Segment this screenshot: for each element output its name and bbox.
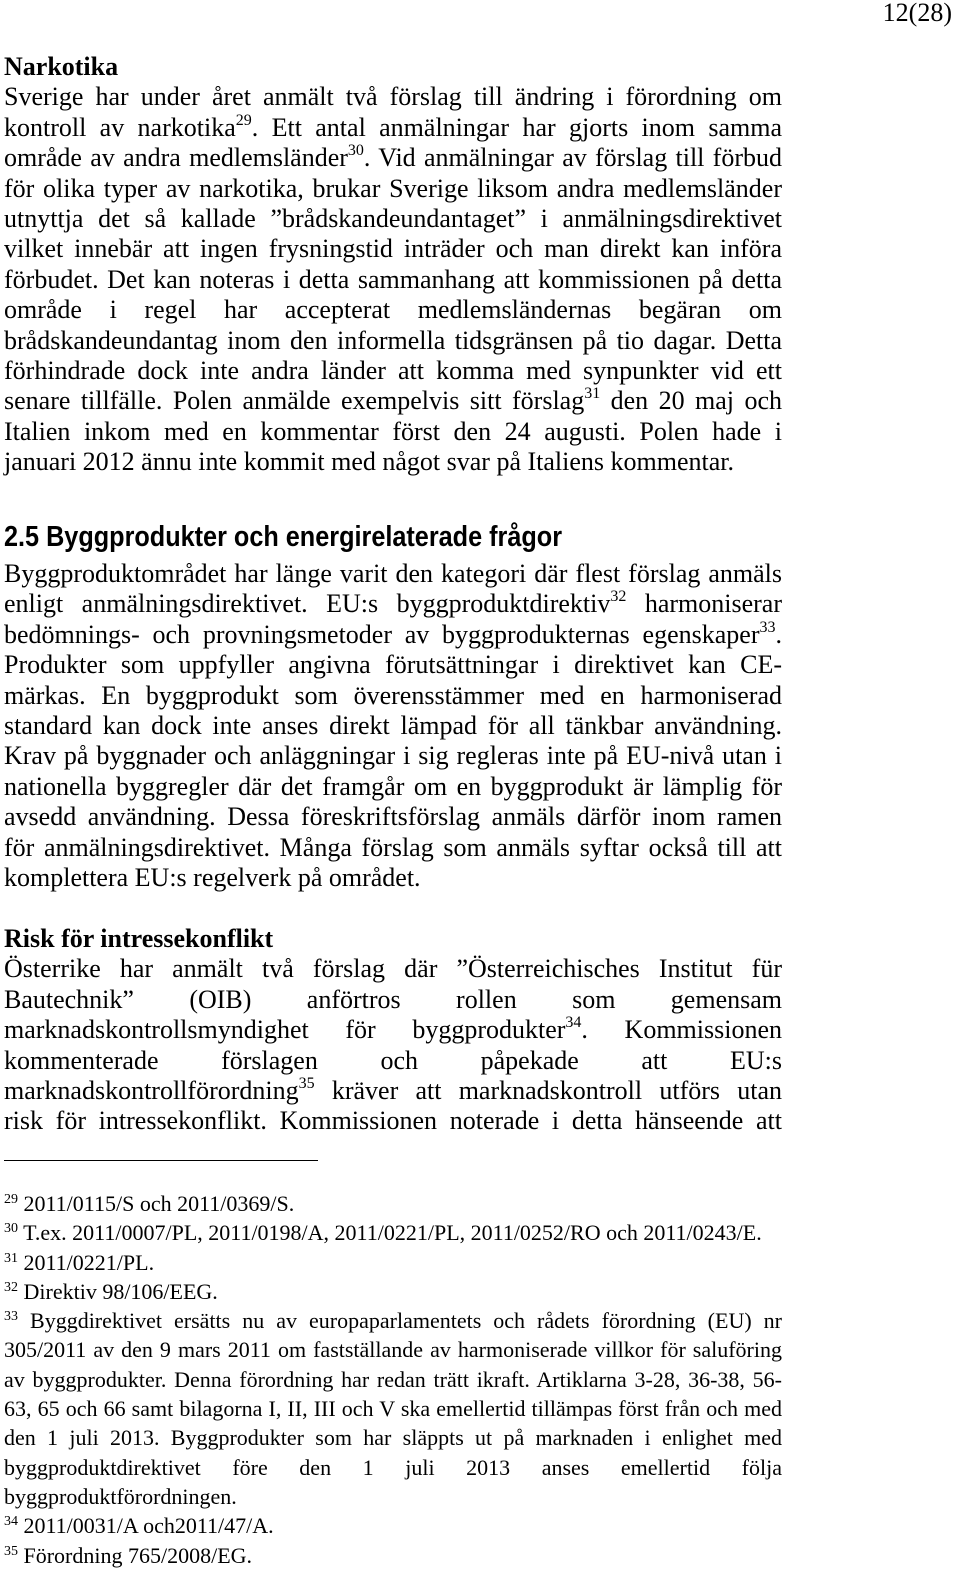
footnote-line bbox=[4, 1306, 782, 1335]
section-heading: 2.5 Byggprodukter och energirelaterade frågor bbox=[4, 521, 563, 553]
footnote-text: 2011/0115/S och 2011/0369/S. bbox=[23, 1191, 295, 1216]
footnote bbox=[4, 1189, 782, 1218]
footnote-number: 31 bbox=[4, 1250, 18, 1266]
footnote-text: 2011/0221/PL. bbox=[23, 1249, 155, 1275]
footnote-text: Byggdirektivet ersätts nu av europaparlamentets och rådets förordning (EU) nr bbox=[30, 1308, 783, 1334]
text-run: nationella byggregler där det framgår om en byggprodukt är lämplig för bbox=[4, 771, 782, 801]
footnote-text: Direktiv 98/106/EEG. bbox=[23, 1278, 218, 1304]
text-line bbox=[4, 954, 782, 984]
text-line bbox=[4, 326, 782, 356]
text-run: januari 2012 ännu inte kommit med något svar på Italiens kommentar. bbox=[4, 447, 734, 477]
text-line bbox=[4, 1106, 782, 1136]
section-risk-for-intressekonflikt bbox=[4, 924, 782, 1137]
footnote-line bbox=[4, 1482, 782, 1511]
footnote-line bbox=[4, 1335, 782, 1364]
text-line bbox=[4, 386, 782, 416]
text-run: Krav på byggnader och anläggningar i sig regleras inte på EU-nivå utan i bbox=[4, 741, 782, 771]
footnote-text: byggproduktförordningen. bbox=[4, 1483, 237, 1509]
footnote-reference: 32 bbox=[610, 588, 627, 606]
text-run: Sverige har under året anmält två förslag till ändring i förordning om bbox=[4, 82, 782, 112]
text-line bbox=[4, 295, 782, 325]
text-line bbox=[4, 174, 782, 204]
section-heading: Narkotika bbox=[4, 52, 119, 81]
text-line bbox=[4, 833, 782, 863]
text-run: . Ett antal anmälningar har gjorts inom samma bbox=[251, 112, 782, 142]
footnote-reference: 33 bbox=[759, 618, 776, 636]
text-run: marknadskontrollförordning bbox=[4, 1075, 299, 1105]
section-heading: Risk för intressekonflikt bbox=[4, 924, 274, 953]
text-run: komplettera EU:s regelverk på området. bbox=[4, 862, 421, 892]
text-run: marknadskontrollsmyndighet för byggprodukter bbox=[4, 1015, 566, 1045]
footnote-text: Förordning 765/2008/EG. bbox=[23, 1542, 253, 1568]
footnote bbox=[4, 1511, 782, 1540]
paragraph bbox=[4, 559, 782, 893]
text-line bbox=[4, 82, 782, 112]
text-line bbox=[4, 772, 782, 802]
text-run: . Kommissionen bbox=[581, 1015, 782, 1045]
footnote-reference: 35 bbox=[298, 1074, 315, 1092]
text-line bbox=[4, 356, 782, 386]
footnote bbox=[4, 1218, 782, 1247]
text-run: avsedd användning. Dessa föreskriftsförslag anmäls därför inom ramen bbox=[4, 802, 782, 832]
text-line bbox=[4, 741, 782, 771]
text-run: risk för intressekonflikt. Kommissionen noterade i detta hänseende att bbox=[4, 1106, 782, 1136]
footnote-line bbox=[4, 1218, 782, 1247]
text-line bbox=[4, 681, 782, 711]
section-narkotika bbox=[4, 52, 782, 477]
footnote-number: 33 bbox=[4, 1309, 18, 1325]
footnote bbox=[4, 1277, 782, 1306]
footnote-line bbox=[4, 1394, 782, 1423]
footnote-text: 2011/0031/A och2011/47/A. bbox=[23, 1513, 274, 1539]
footnote-reference: 31 bbox=[584, 385, 601, 403]
text-line bbox=[4, 1076, 782, 1106]
text-run: Italien inkom med en kommentar först den 24 augusti. Polen hade i bbox=[4, 416, 782, 446]
text-run: område av andra medlemsländer bbox=[4, 143, 348, 173]
text-line bbox=[4, 985, 782, 1015]
text-run: för anmälningsdirektivet. Många förslag som anmäls syftar också till att bbox=[4, 832, 782, 862]
footnote-line bbox=[4, 1277, 782, 1306]
footnote-text: 63, 65 och 66 samt bilagorna I, II, III och V ska emellertid tillämpas först från och med bbox=[4, 1396, 782, 1422]
footnotes bbox=[4, 1189, 782, 1570]
footnote bbox=[4, 1541, 782, 1570]
footnote-line bbox=[4, 1423, 782, 1452]
text-run: bedömnings- och provningsmetoder av byggprodukternas egenskaper bbox=[4, 619, 760, 649]
footnote-line bbox=[4, 1189, 782, 1218]
text-line bbox=[4, 143, 782, 173]
footnote-line bbox=[4, 1453, 782, 1482]
text-run: Österrike har anmält två förslag där ”Österreichisches Institut für bbox=[4, 954, 782, 984]
text-line bbox=[4, 711, 782, 741]
text-run: vilket innebär att ingen frysningstid inträder och man direkt kan införa bbox=[4, 234, 782, 264]
text-line bbox=[4, 234, 782, 264]
footnote-number: 29 bbox=[4, 1192, 18, 1207]
footnote-reference: 29 bbox=[235, 111, 252, 129]
text-run: märkas. En byggprodukt som överensstämmer med en harmoniserad bbox=[4, 680, 782, 710]
text-run: brådskandeundantag inom den informella tidsgränsen på tio dagar. Detta bbox=[4, 325, 782, 355]
section-byggprodukter bbox=[4, 519, 782, 893]
footnote-text: den 1 juli 2013. Byggprodukter som har släppts ut på marknaden i enlighet med bbox=[4, 1425, 782, 1451]
footnote-separator bbox=[4, 1160, 318, 1161]
footnote-number: 34 bbox=[4, 1514, 18, 1530]
text-line bbox=[4, 863, 782, 893]
text-line bbox=[4, 1015, 782, 1045]
text-line bbox=[4, 620, 782, 650]
footnote-reference: 30 bbox=[347, 142, 364, 160]
text-run: standard kan dock inte anses direkt lämpad för all tänkbar användning. bbox=[4, 710, 782, 740]
text-line bbox=[4, 447, 782, 477]
text-run: enligt anmälningsdirektivet. EU:s byggproduktdirektiv bbox=[4, 589, 611, 619]
footnote-text: 305/2011 av den 9 mars 2011 om fastställande av harmoniserade villkor för saluföring bbox=[4, 1337, 782, 1363]
footnote-number: 30 bbox=[4, 1221, 18, 1237]
text-line bbox=[4, 589, 782, 619]
text-run: Produkter som uppfyller angivna förutsättningar i direktivet kan CE- bbox=[4, 650, 782, 680]
paragraph bbox=[4, 82, 782, 477]
paragraph bbox=[4, 954, 782, 1136]
text-run: område i regel har accepterat medlemsländernas begäran om bbox=[4, 295, 782, 325]
footnote-text: T.ex. 2011/0007/PL, 2011/0198/A, 2011/0221/PL, 2011/0252/RO och 2011/0243/E. bbox=[23, 1220, 762, 1246]
text-run: . bbox=[775, 619, 782, 649]
footnote-line bbox=[4, 1541, 782, 1570]
text-run: förbudet. Det kan noteras i detta sammanhang att kommissionen på detta bbox=[4, 264, 782, 294]
text-line bbox=[4, 417, 782, 447]
text-line bbox=[4, 113, 782, 143]
footnote-number: 32 bbox=[4, 1279, 18, 1295]
text-run: den 20 maj och bbox=[600, 386, 782, 416]
text-line bbox=[4, 559, 782, 589]
footnote-text: byggproduktdirektivet före den 1 juli 2013 anses emellertid följa bbox=[4, 1454, 782, 1480]
text-run: Bautechnik” (OIB) anförtros rollen som gemensam bbox=[4, 984, 782, 1014]
text-line bbox=[4, 802, 782, 832]
text-run: för olika typer av narkotika, brukar Sverige liksom andra medlemsländer bbox=[4, 173, 782, 203]
footnote bbox=[4, 1248, 782, 1277]
footnote-line bbox=[4, 1248, 782, 1277]
text-run: utnyttja det så kallade ”brådskandeundantaget” i anmälningsdirektivet bbox=[4, 203, 782, 233]
footnote-text: av byggprodukter. Denna förordning har redan trätt ikraft. Artiklarna 3-28, 36-38, 56- bbox=[4, 1366, 782, 1392]
text-run: harmoniserar bbox=[626, 589, 782, 619]
text-run: senare tillfälle. Polen anmälde exempelvis sitt förslag bbox=[4, 386, 585, 416]
footnote-number: 35 bbox=[4, 1543, 18, 1559]
text-run: . Vid anmälningar av förslag till förbud bbox=[363, 143, 782, 173]
text-line bbox=[4, 650, 782, 680]
text-run: förhindrade dock inte andra länder att komma med synpunkter vid ett bbox=[4, 355, 782, 385]
text-run: kräver att marknadskontroll utförs utan bbox=[314, 1075, 782, 1105]
footnote-line bbox=[4, 1511, 782, 1540]
footnote-line bbox=[4, 1365, 782, 1394]
text-run: kontroll av narkotika bbox=[4, 112, 236, 142]
footnote bbox=[4, 1306, 782, 1511]
text-run: kommenterade förslagen och påpekade att EU:s bbox=[4, 1045, 782, 1075]
page-number: 12(28) bbox=[882, 0, 952, 27]
text-run: Byggproduktområdet har länge varit den kategori där flest förslag anmäls bbox=[4, 559, 782, 588]
text-line bbox=[4, 204, 782, 234]
text-line bbox=[4, 265, 782, 295]
text-line bbox=[4, 1046, 782, 1076]
footnote-reference: 34 bbox=[565, 1014, 582, 1032]
